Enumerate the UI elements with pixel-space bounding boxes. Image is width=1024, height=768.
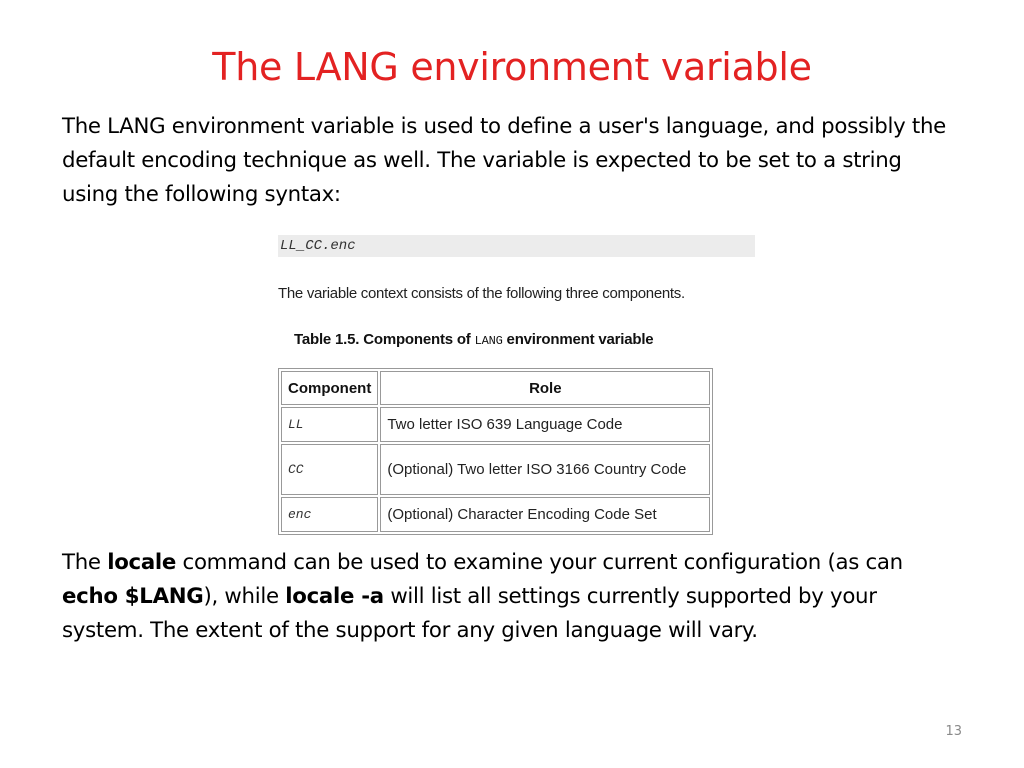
- header-role: Role: [380, 371, 710, 405]
- table-row: [281, 444, 710, 495]
- outro-text-1: The: [62, 550, 108, 575]
- echo-lang-command: echo $LANG: [62, 584, 204, 609]
- cell-component: CC: [281, 444, 378, 495]
- header-component: Component: [281, 371, 378, 405]
- cell-component: LL: [281, 407, 378, 442]
- book-excerpt: [278, 235, 756, 523]
- outro-text: [62, 546, 952, 648]
- page-number: 13: [945, 724, 962, 739]
- caption-code: LANG: [474, 334, 503, 348]
- cell-role: (Optional) Two letter ISO 3166 Country Code: [380, 444, 710, 495]
- intro-text: The LANG environment variable is used to define a user's language, and possibly the default encoding technique as well. The variable is expected to be set to a string using the following syntax:: [62, 114, 946, 207]
- locale-command: locale: [107, 550, 177, 575]
- components-table: [278, 368, 713, 535]
- outro-paragraph: [62, 546, 952, 648]
- cell-role: Two letter ISO 639 Language Code: [380, 407, 710, 442]
- outro-text-2: command can be used to examine your current configuration (as can: [176, 550, 903, 575]
- table-header-row: [281, 371, 710, 405]
- table-row: [281, 407, 710, 442]
- intro-paragraph: [62, 110, 952, 212]
- outro-text-3: ), while: [203, 584, 286, 609]
- caption-suffix: environment variable: [502, 331, 654, 348]
- cell-role: (Optional) Character Encoding Code Set: [380, 497, 710, 532]
- syntax-code-block: LL_CC.enc: [278, 235, 755, 257]
- table-caption: [294, 331, 653, 348]
- cell-component: enc: [281, 497, 378, 532]
- table-row: [281, 497, 710, 532]
- slide-title: The LANG environment variable: [212, 45, 812, 89]
- outro-text-4: will list all settings currently supported by your system. The extent of the support for any given language will vary.: [62, 584, 877, 643]
- locale-a-command: locale -a: [285, 584, 384, 609]
- caption-prefix: Table 1.5. Components of: [294, 331, 475, 348]
- excerpt-description: The variable context consists of the following three components.: [278, 285, 685, 302]
